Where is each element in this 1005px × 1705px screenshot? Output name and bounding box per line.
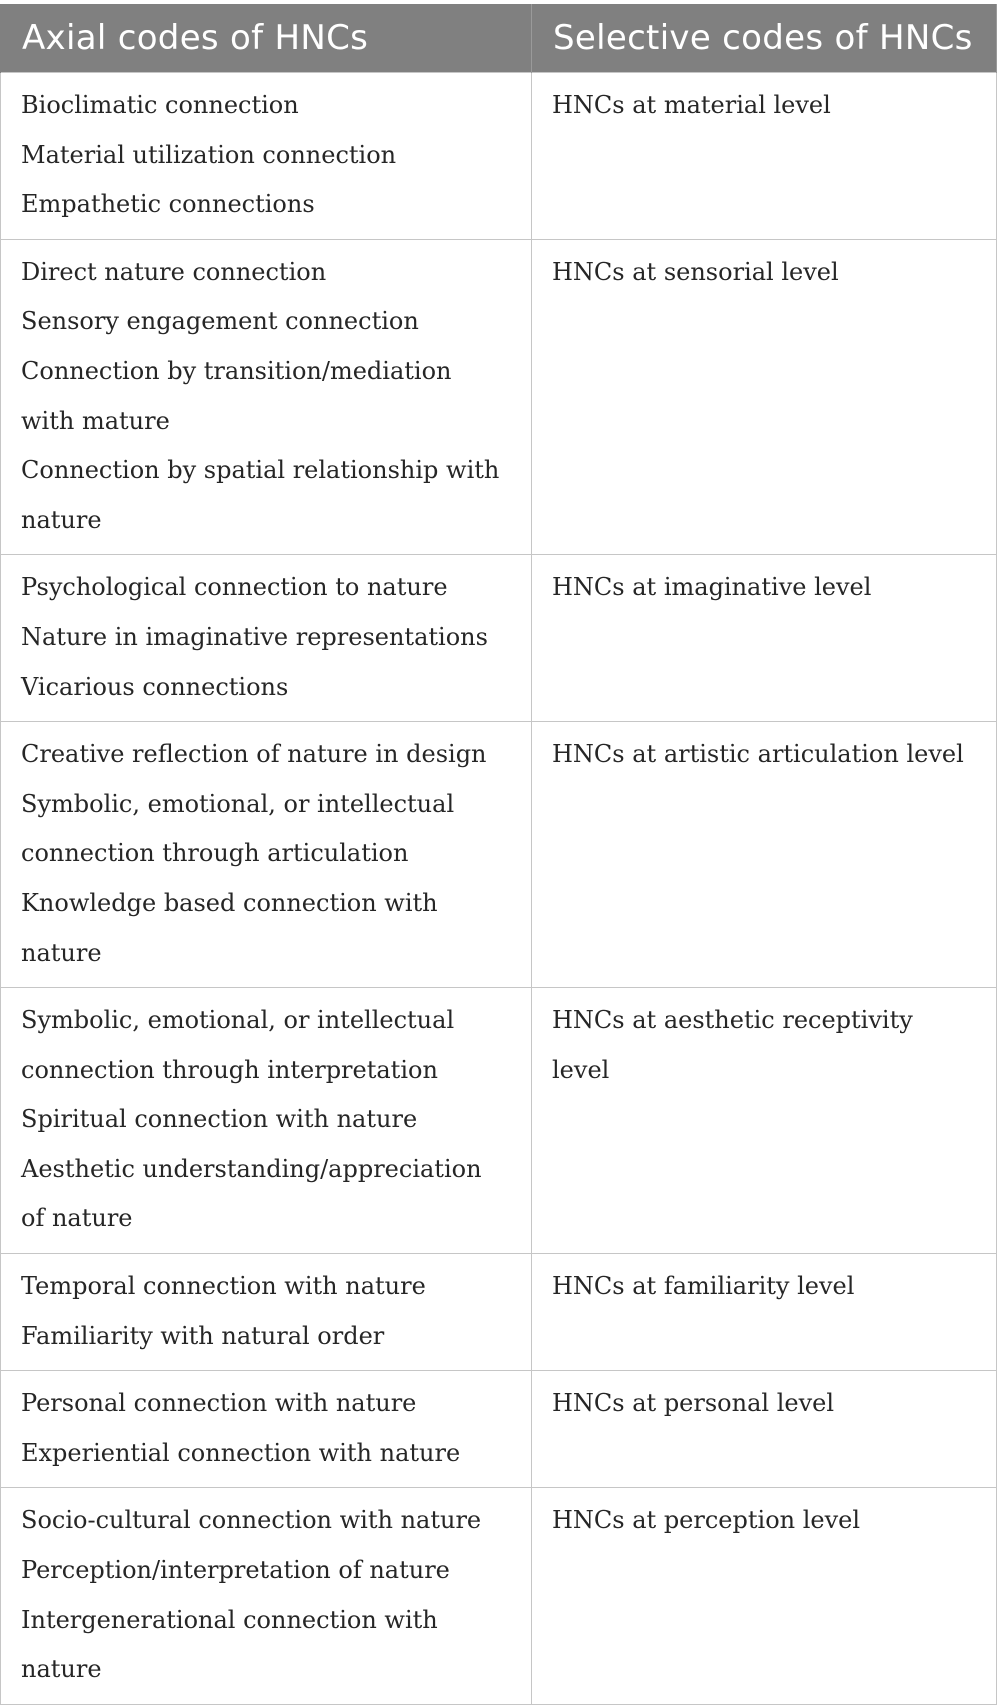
axial-code: Spiritual connection with nature <box>21 1105 418 1134</box>
selective-code: HNCs at material level <box>532 73 997 240</box>
axial-cell <box>1 73 532 240</box>
selective-code: HNCs at personal level <box>532 1371 997 1488</box>
axial-code: Familiarity with natural order <box>21 1321 385 1350</box>
axial-cell <box>1 722 532 988</box>
axial-code: Connection by spatial relationship with nature <box>21 456 500 534</box>
axial-code: Sensory engagement connection <box>21 307 419 336</box>
axial-cell <box>1 1254 532 1371</box>
selective-code: HNCs at artistic articulation level <box>532 722 997 988</box>
axial-code: Experiential connection with nature <box>21 1438 461 1467</box>
codes-table-container <box>0 4 996 1705</box>
axial-code: Direct nature connection <box>21 257 327 286</box>
selective-code: HNCs at familiarity level <box>532 1254 997 1371</box>
axial-cell <box>1 1488 532 1704</box>
table-row <box>1 1371 997 1488</box>
axial-cell <box>1 239 532 555</box>
axial-code: Knowledge based connection with nature <box>21 888 438 967</box>
axial-code: Material utilization connection <box>21 140 397 169</box>
axial-cell <box>1 988 532 1254</box>
table-row <box>1 722 997 988</box>
table-row <box>1 988 997 1254</box>
axial-code: Personal connection with nature <box>21 1389 417 1418</box>
axial-code: Temporal connection with nature <box>21 1272 426 1301</box>
selective-code: HNCs at sensorial level <box>532 239 997 555</box>
axial-code: Nature in imaginative representations <box>21 622 488 651</box>
axial-code: Bioclimatic connection <box>21 91 299 119</box>
axial-code: Perception/interpretation of nature <box>21 1556 450 1585</box>
axial-code: Symbolic, emotional, or intellectual connection through interpretation <box>21 1006 455 1084</box>
axial-code: Connection by transition/mediation with mature <box>21 356 452 435</box>
table-row <box>1 1254 997 1371</box>
selective-code: HNCs at aesthetic receptivity level <box>532 988 997 1254</box>
hnc-codes-table <box>0 4 997 1705</box>
axial-cell <box>1 555 532 722</box>
table-row <box>1 239 997 555</box>
axial-code: Empathetic connections <box>21 190 315 219</box>
header-axial-codes: Axial codes of HNCs <box>1 4 532 73</box>
axial-code: Creative reflection of nature in design <box>21 740 487 769</box>
table-row <box>1 1488 997 1704</box>
selective-code: HNCs at imaginative level <box>532 555 997 722</box>
axial-code: Vicarious connections <box>21 672 289 701</box>
table-row <box>1 73 997 240</box>
axial-code: Psychological connection to nature <box>21 573 448 602</box>
table-row <box>1 555 997 722</box>
axial-code: Socio-cultural connection with nature <box>21 1506 482 1535</box>
axial-code: Aesthetic understanding/appreciation of nature <box>21 1154 482 1233</box>
axial-code: Symbolic, emotional, or intellectual connection through articulation <box>21 789 455 868</box>
axial-code: Intergenerational connection with nature <box>21 1605 438 1684</box>
header-selective-codes: Selective codes of HNCs <box>532 4 997 73</box>
selective-code: HNCs at perception level <box>532 1488 997 1704</box>
axial-cell <box>1 1371 532 1488</box>
table-header-row <box>1 4 997 73</box>
